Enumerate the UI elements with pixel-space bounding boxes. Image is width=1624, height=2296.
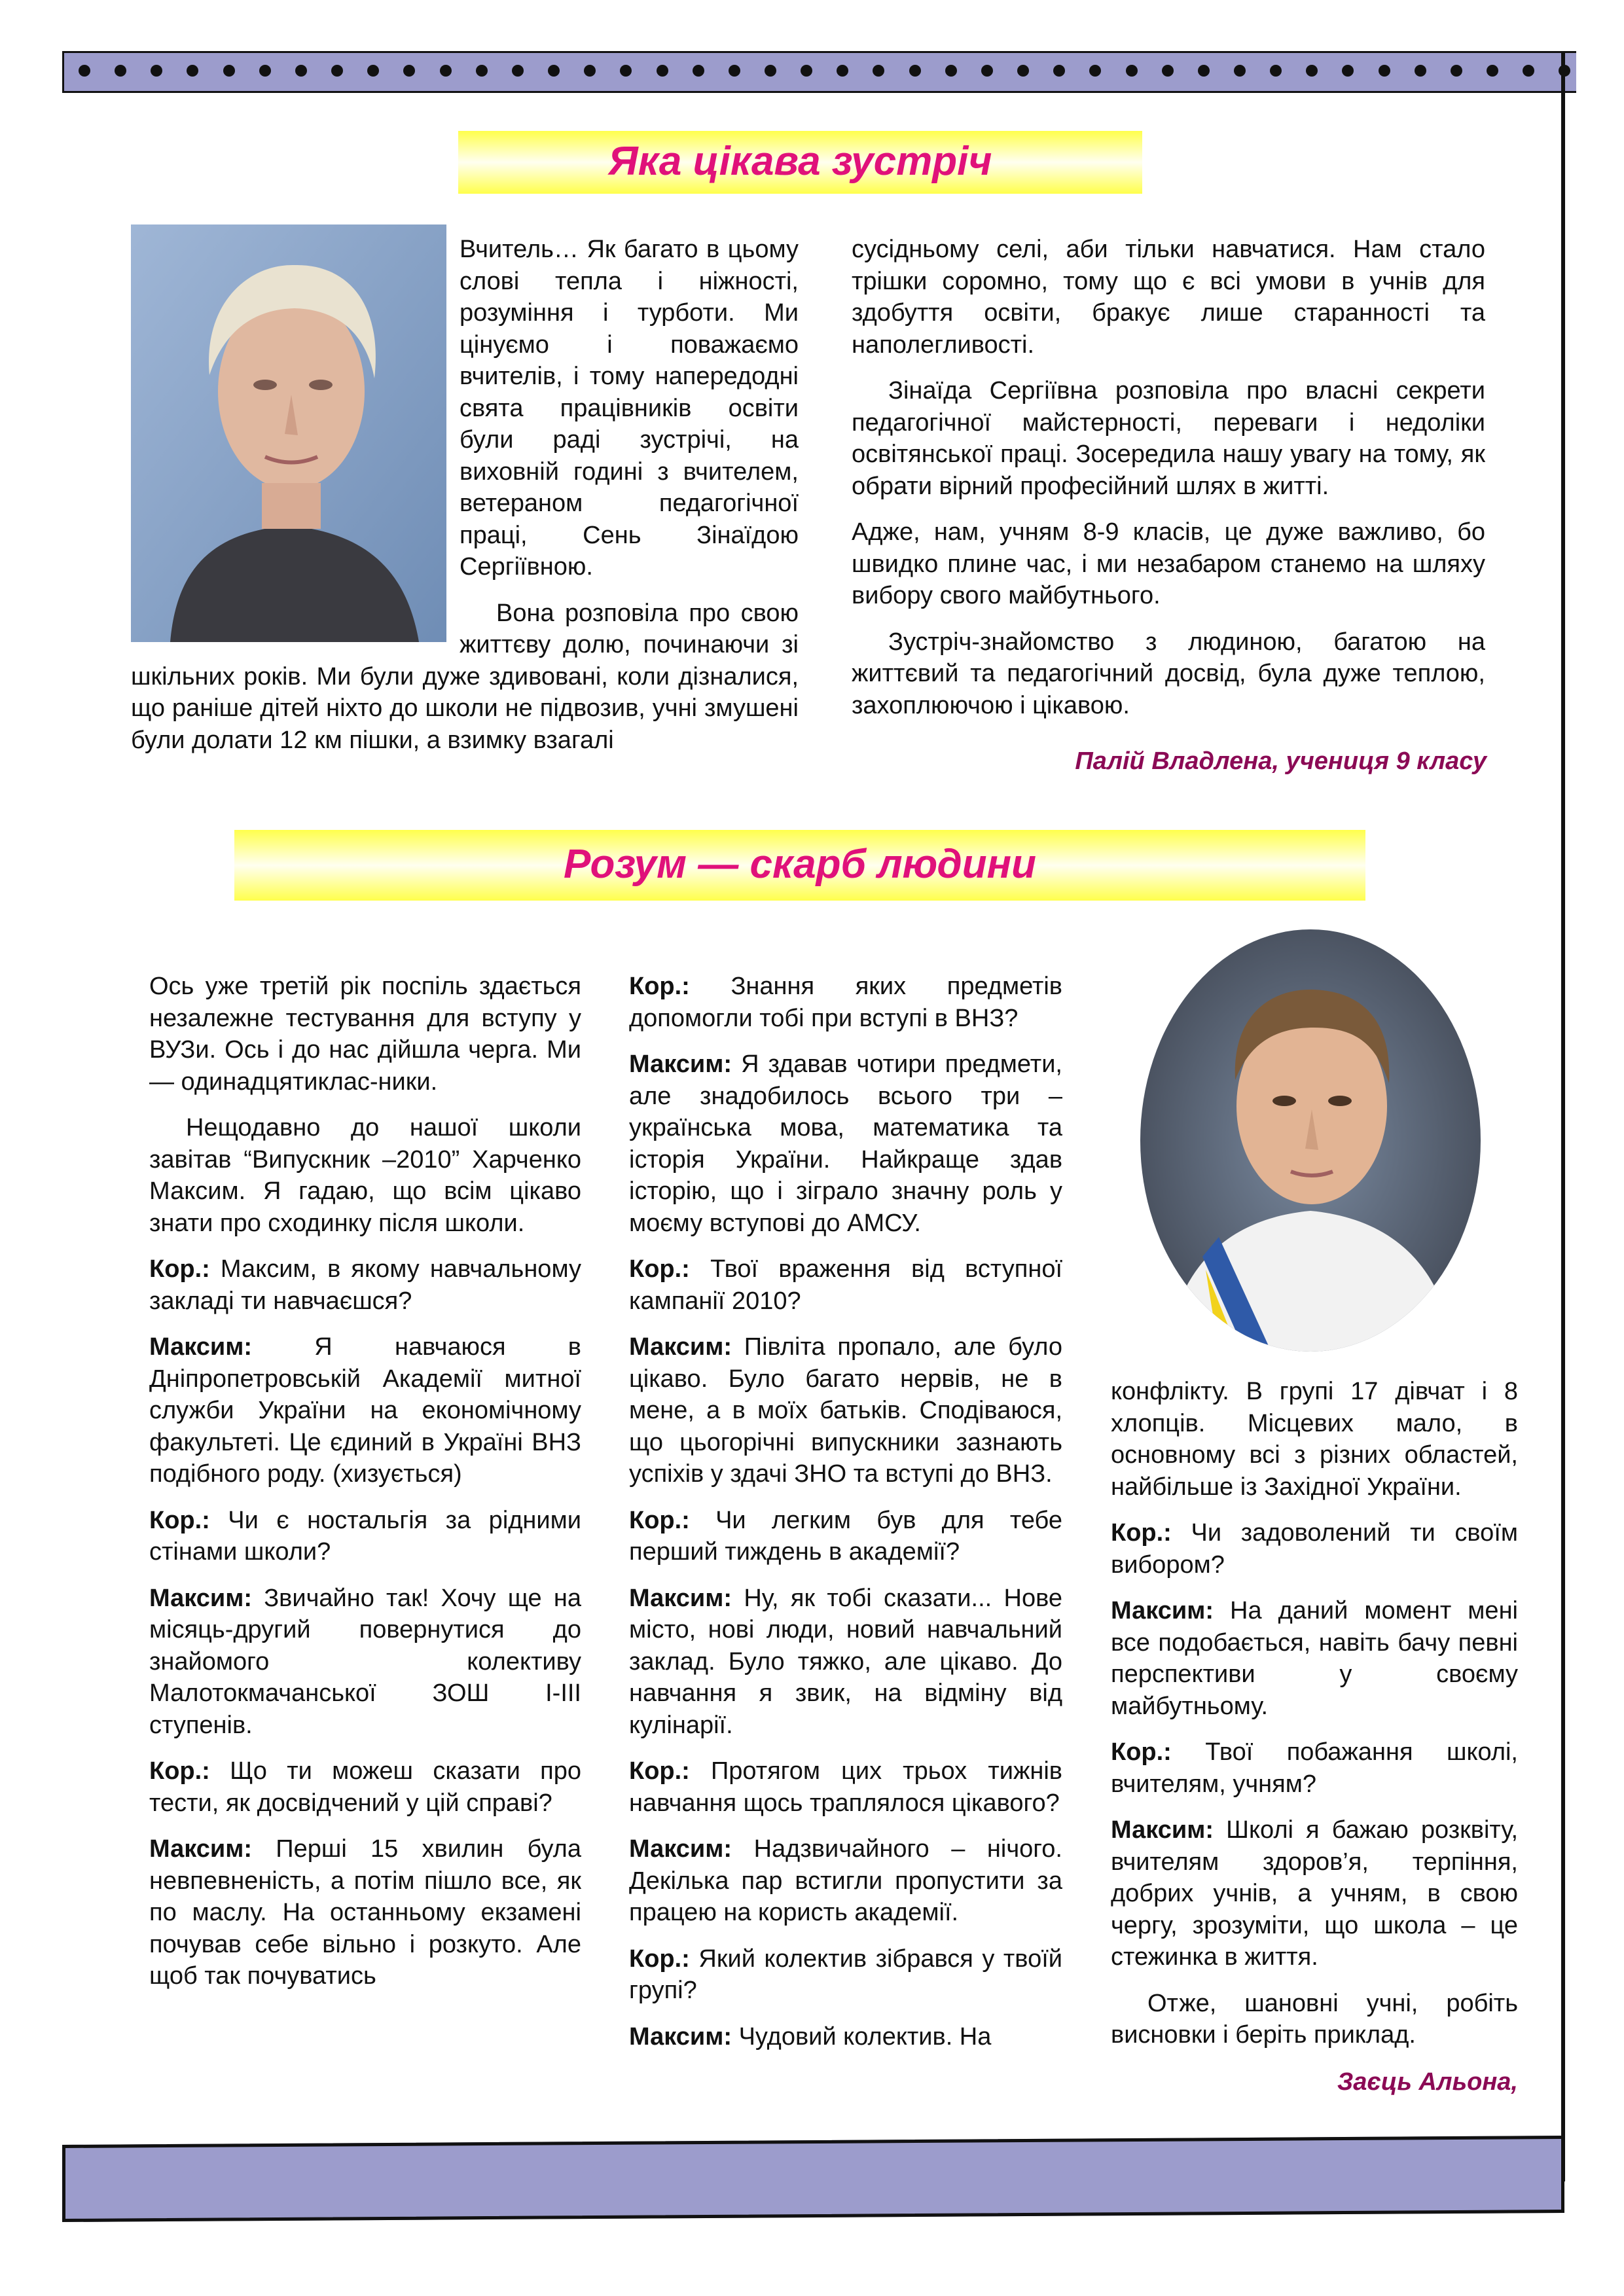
paragraph: Зінаїда Сергіївна розповіла про власні секрети педагогічної майстерності, переваги і недоліки освітянської праці. Зосередила нашу увагу на тому, як обрати вірний професійний шлях в житті. (852, 377, 1485, 500)
dot-ornament (223, 65, 235, 77)
dot-ornament (512, 65, 524, 77)
article-2-column-2 (629, 971, 1062, 2067)
dot-ornament (801, 65, 812, 77)
dot-ornament (1198, 65, 1210, 77)
paragraph: Кор.: Твої враження від вступної кампанії 2010? (629, 1255, 1063, 1315)
dot-ornament (1126, 65, 1138, 77)
paragraph: Кор.: Чи задоволений ти своїм вибором? (1111, 1519, 1518, 1579)
paragraph: Максим: На даний момент мені все подобається, навіть бачу певні перспективи у своєму майбутньому. (1111, 1597, 1518, 1720)
dot-ornament (1162, 65, 1174, 77)
dot-ornament (909, 65, 921, 77)
article-1-author: Палій Владлена, учениця 9 класу (1075, 747, 1487, 775)
article-2-column-1 (149, 971, 581, 2007)
dot-ornament (1234, 65, 1246, 77)
dot-ornament (259, 65, 271, 77)
paragraph: сусідньому селі, аби тільки навчатися. Нам стало трішки соромно, тому що є всі умови в учнів для здобуття освіти, бракує лише старанності та наполегливості. (852, 236, 1485, 359)
paragraph: Зустріч-знайомство з людиною, багатою на життєвий та педагогічний досвід, була дуже теплою, захоплюючою і цікавою. (852, 628, 1485, 719)
dot-ornament (403, 65, 415, 77)
dot-ornament (873, 65, 884, 77)
paragraph: Максим: Звичайно так! Хочу ще на місяць-другий повернутися до знайомого колективу Малотокмачанської ЗОШ І-ІІІ ступенів. (149, 1584, 581, 1739)
paragraph: Ось уже третій рік поспіль здається незалежне тестування для вступу у ВУЗи. Ось і до нас дійшла черга. Ми — одинадцятиклас-ники. (149, 973, 581, 1096)
paragraph: Вчитель… Як багато в цьому слові тепла і ніжності, розуміння і турботи. Ми цінуємо і поважаємо вчителів, і тому напередодні свята працівників освіти були раді зустрічі, на виховній годині з вчителем, ветераном педагогічної праці, Сень Зінаїдою Сергіївною. (460, 236, 799, 581)
dot-ornament (1053, 65, 1065, 77)
dot-ornament (1342, 65, 1354, 77)
dot-ornament (1017, 65, 1029, 77)
dot-ornament (1415, 65, 1426, 77)
paragraph: Кор.: Максим, в якому навчальному закладі ти навчаєшся? (149, 1255, 581, 1315)
article-1-column-2 (852, 234, 1485, 736)
dot-row-ornament (79, 63, 1571, 79)
paragraph: Максим: Чудовий колектив. На (629, 2022, 992, 2051)
article-2-title: Розум — скарб людини (234, 830, 1365, 901)
dot-ornament (1487, 65, 1498, 77)
bottom-decorative-band (62, 2136, 1564, 2222)
paragraph: конфлікту. В групі 17 дівчат і 8 хлопців. Місцевих мало, в основному всі з різних областей, найбільше із Західної України. (1111, 1378, 1518, 1501)
article-2-author: Заєць Альона, (1337, 2068, 1518, 2096)
dot-ornament (331, 65, 343, 77)
dot-ornament (693, 65, 704, 77)
dot-ornament (981, 65, 993, 77)
dot-ornament (1379, 65, 1390, 77)
right-border-rule (1561, 51, 1565, 2181)
dot-ornament (765, 65, 776, 77)
dot-ornament (295, 65, 307, 77)
dot-ornament (151, 65, 162, 77)
article-1-title: Яка цікава зустріч (458, 131, 1142, 194)
dot-ornament (115, 65, 126, 77)
dot-ornament (620, 65, 632, 77)
paragraph: Кор.: Чи легким був для тебе перший тиждень в академії? (629, 1506, 1063, 1566)
paragraph: Кор.: Який колектив зібрався у твоїй групі? (629, 1945, 1062, 2004)
dot-ornament (1270, 65, 1282, 77)
paragraph: Вона розповіла про свою життєву долю, починаючи зі шкільних років. Ми були дуже здивовані, коли дізналися, що раніше дітей ніхто до школи не підвозив, учні змушені були долати 12 км пішки, а взимку взагалі (131, 599, 799, 754)
paragraph: Максим: Півліта пропало, але було цікаво. Було багато нервів, не в мене, а в моїх батьків. Сподіваюся, що цьогорічні випускники зазнають успіхів у здачі ЗНО та вступі до ВНЗ. (629, 1333, 1062, 1488)
article-2-column-3 (1111, 1376, 1518, 2066)
paragraph: Кор.: Твої побажання школі, вчителям, учням? (1111, 1738, 1518, 1798)
dot-ornament (584, 65, 596, 77)
dot-ornament (187, 65, 198, 77)
paragraph: Кор.: Чи є ностальгія за рідними стінами школи? (149, 1506, 581, 1566)
paragraph: Максим: Надзвичайного – нічого. Декілька пар встигли пропустити за працею на користь академії. (629, 1835, 1062, 1926)
dot-ornament (1306, 65, 1318, 77)
dot-ornament (79, 65, 90, 77)
dot-ornament (367, 65, 379, 77)
dot-ornament (657, 65, 668, 77)
student-portrait-photo (1140, 929, 1481, 1352)
paragraph: Максим: Я навчаюся в Дніпропетровській Академії митної служби України на економічному факультеті. Це єдиний в Україні ВНЗ подібного роду. (хизується) (149, 1333, 581, 1488)
paragraph: Кор.: Що ти можеш сказати про тести, як досвідчений у цій справі? (149, 1757, 581, 1817)
paragraph: Адже, нам, учням 8-9 класів, це дуже важливо, бо швидко плине час, і ми незабаром станемо на шляху вибору свого майбутнього. (852, 518, 1485, 609)
paragraph: Максим: Школі я бажаю розквіту, вчителям здоров’я, терпіння, добрих учнів, а учням, в свою чергу, зрозуміти, що школа – це стежинка в життя. (1111, 1816, 1518, 1971)
dot-ornament (476, 65, 488, 77)
dot-ornament (945, 65, 957, 77)
paragraph: Максим: Перші 15 хвилин була невпевненість, а потім пішло все, як по маслу. На останньому екзамені почував себе вільно і розкуто. Але щоб так почуватись (149, 1835, 581, 1990)
dot-ornament (1089, 65, 1101, 77)
dot-ornament (1523, 65, 1534, 77)
paragraph: Кор.: Протягом цих трьох тижнів навчання щось траплялося цікавого? (629, 1757, 1062, 1817)
dot-ornament (729, 65, 740, 77)
article-1-column-1 (131, 234, 799, 770)
paragraph: Нещодавно до нашої школи завітав “Випускник –2010” Харченко Максим. Я гадаю, що всім цікаво знати про сходинку після школи. (149, 1114, 581, 1237)
dot-ornament (440, 65, 452, 77)
paragraph: Отже, шановні учні, робіть висновки і беріть приклад. (1111, 1989, 1518, 2049)
dot-ornament (548, 65, 560, 77)
dot-ornament (837, 65, 848, 77)
paragraph: Кор.: Знання яких предметів допомогли тобі при вступі в ВНЗ? (629, 973, 1062, 1032)
paragraph: Максим: Ну, як тобі сказати... Нове місто, нові люди, новий навчальний заклад. Було тяжко, але цікаво. До навчання я звик, на відміну від кулінарії. (629, 1584, 1062, 1739)
dot-ornament (1451, 65, 1462, 77)
paragraph: Максим: Я здавав чотири предмети, але знадобилось всього три – українська мова, математика та історія України. Найкраще здав історію, що і зіграло значну роль у моєму вступові до АМСУ. (629, 1050, 1062, 1237)
